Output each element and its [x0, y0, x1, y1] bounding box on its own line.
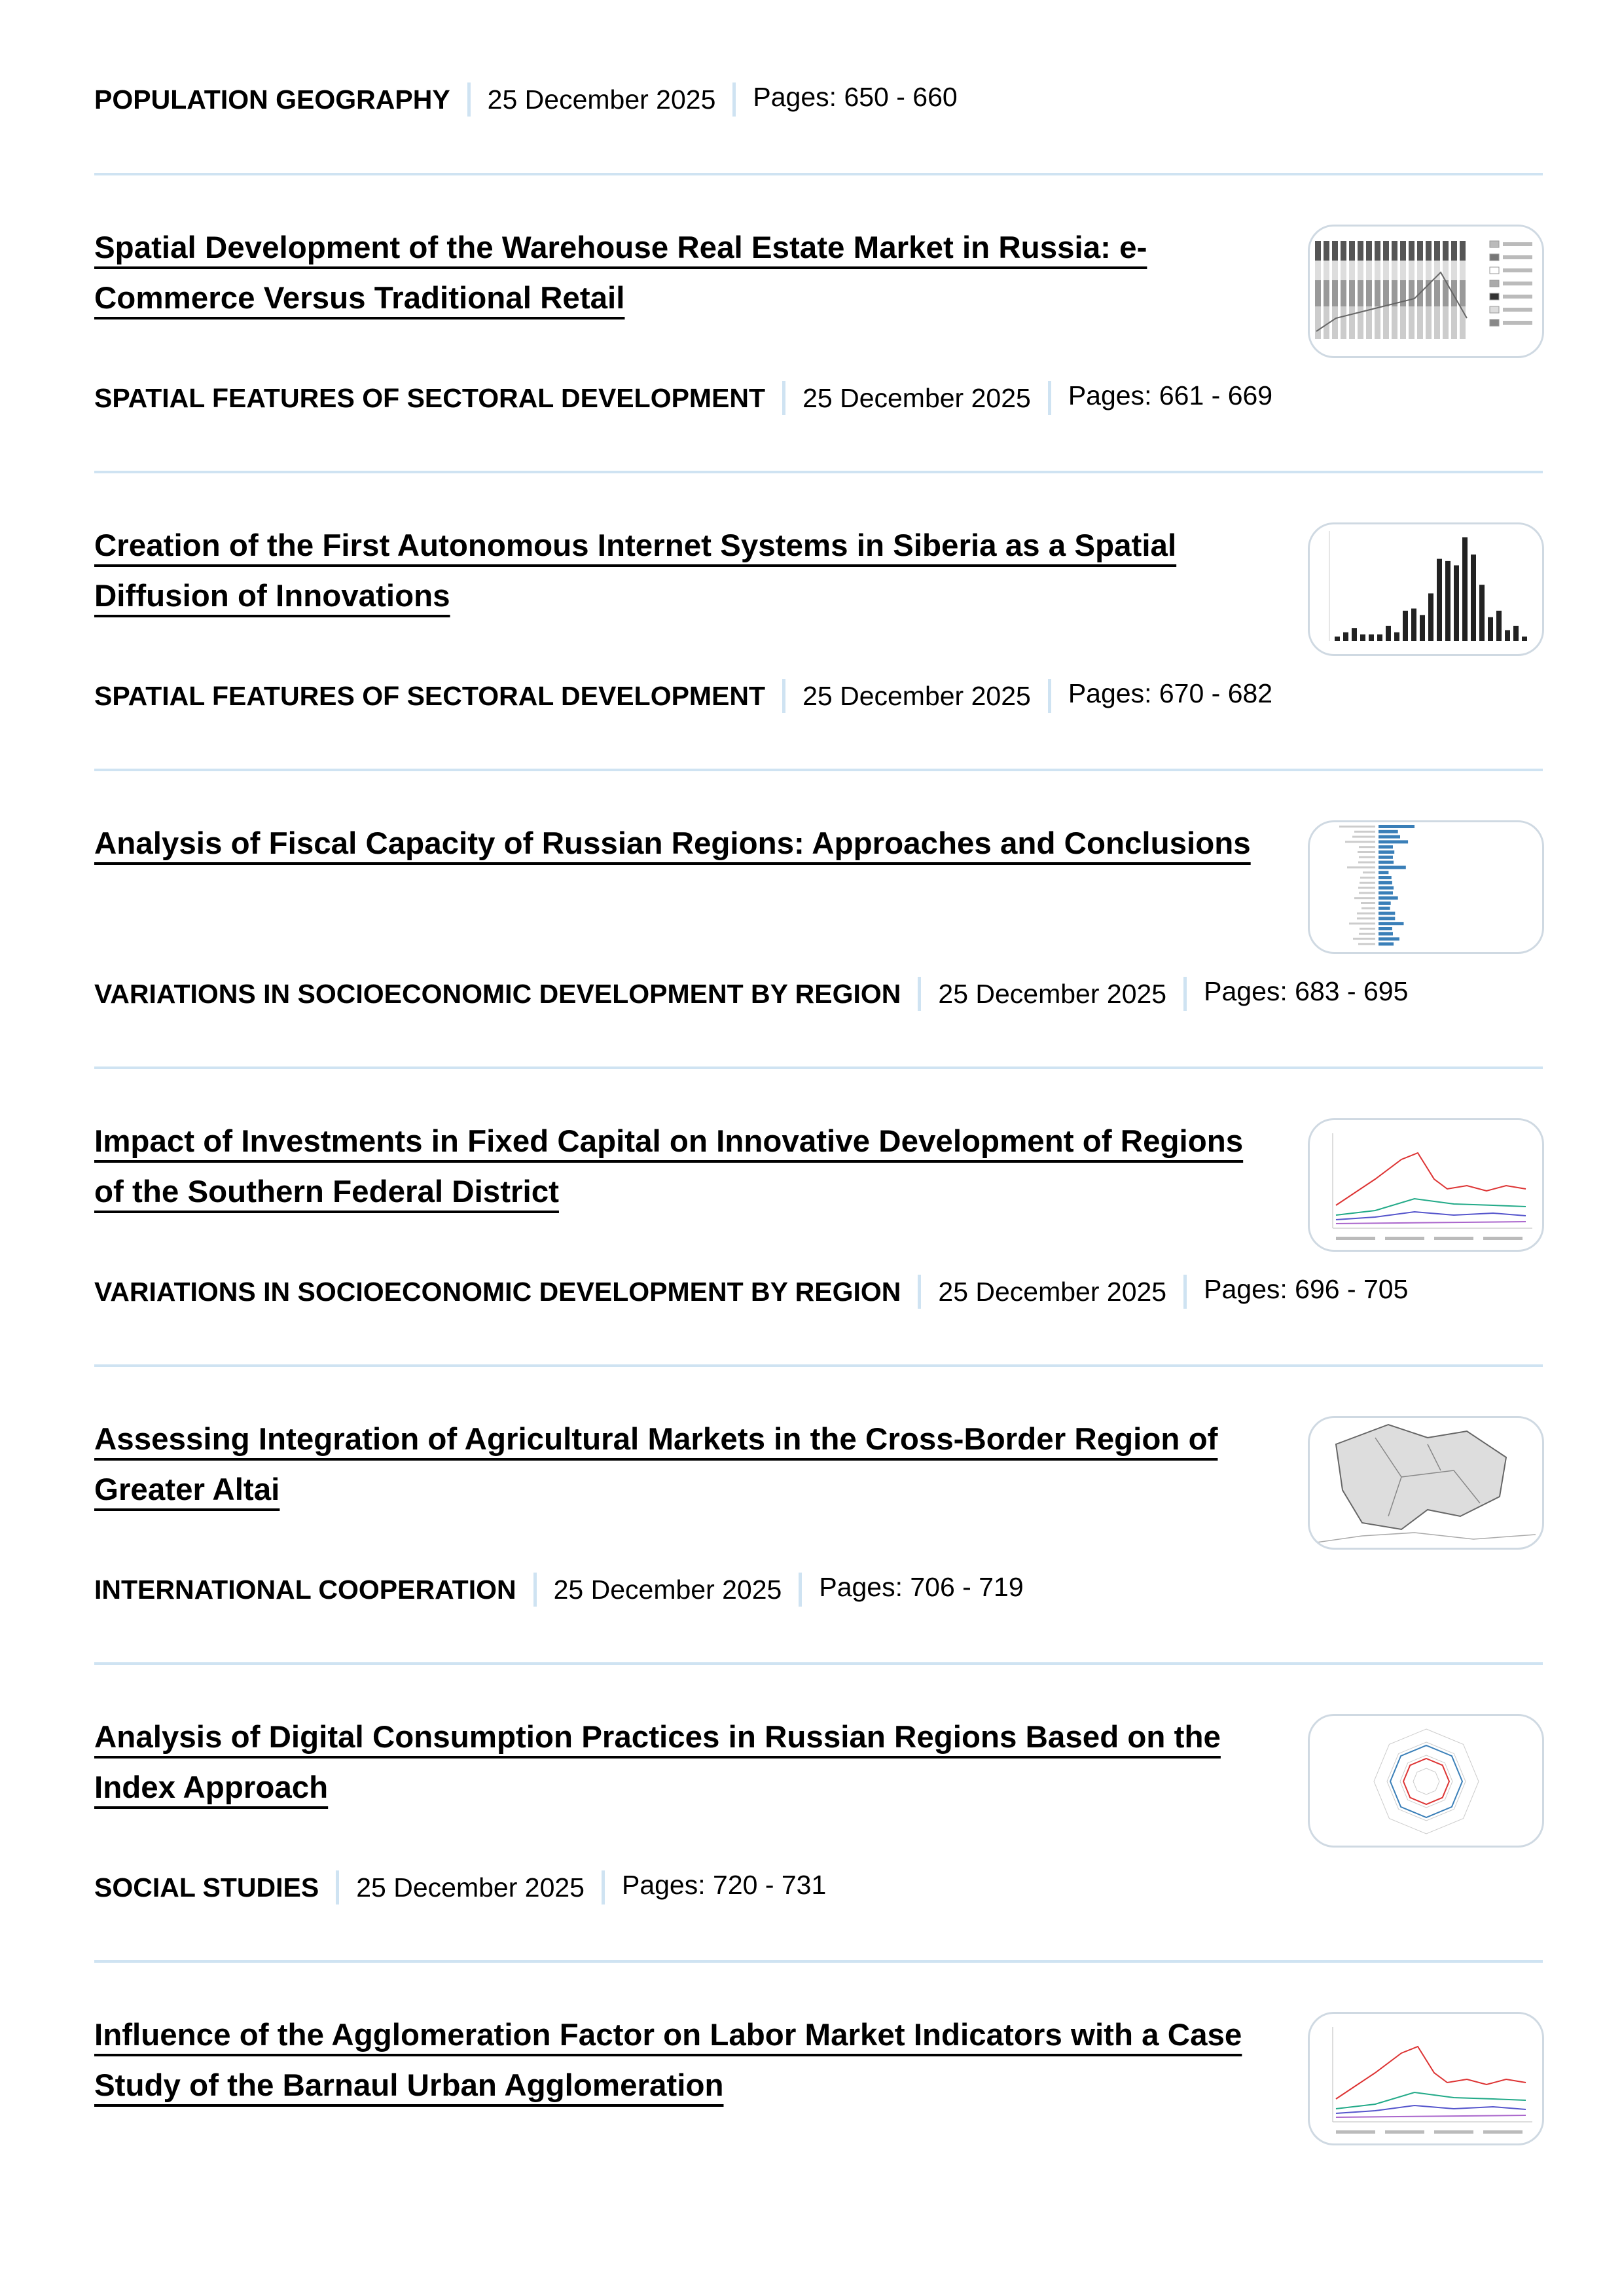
bar — [1379, 927, 1392, 930]
article-title — [94, 818, 1272, 869]
bar — [1379, 917, 1395, 920]
bar — [1522, 636, 1527, 641]
article-pages: Pages: 661 - 669 — [1068, 380, 1273, 410]
bar — [1379, 845, 1393, 848]
article-title — [94, 520, 1272, 621]
bar — [1400, 241, 1406, 261]
bar — [1451, 261, 1457, 280]
row-label — [1345, 841, 1375, 843]
separator — [732, 82, 736, 117]
bar — [1315, 241, 1321, 261]
bar — [1426, 241, 1432, 261]
article-meta — [94, 1272, 1408, 1311]
separator — [467, 82, 471, 117]
bar — [1403, 611, 1408, 641]
bar — [1335, 636, 1340, 641]
series-line — [1336, 2105, 1526, 2113]
bar — [1451, 241, 1457, 261]
article-meta — [94, 80, 958, 119]
bar — [1411, 609, 1416, 642]
separator — [782, 679, 785, 713]
bar — [1349, 241, 1355, 261]
article-title — [94, 2010, 1272, 2111]
legend-text — [1336, 2130, 1375, 2134]
bar — [1332, 261, 1338, 280]
series-line — [1336, 1222, 1526, 1224]
bar — [1324, 280, 1329, 306]
bar — [1332, 280, 1338, 306]
bar — [1352, 628, 1357, 641]
bar — [1379, 830, 1398, 833]
bar — [1358, 241, 1363, 261]
bar — [1341, 306, 1346, 339]
legend-text — [1503, 268, 1532, 272]
article-section[interactable]: SPATIAL FEATURES OF SECTORAL DEVELOPMENT — [94, 680, 766, 711]
radar-chart-thumbnail[interactable] — [1308, 1714, 1544, 1848]
article-pages: Pages: 696 - 705 — [1204, 1273, 1409, 1304]
bar — [1379, 861, 1394, 864]
row-label — [1353, 938, 1375, 940]
bar — [1379, 891, 1393, 894]
bar — [1400, 261, 1406, 280]
bar — [1392, 241, 1397, 261]
bar — [1445, 561, 1451, 641]
bar — [1341, 261, 1346, 280]
separator — [1048, 381, 1051, 415]
bar — [1379, 938, 1399, 941]
map-thumbnail[interactable] — [1308, 1416, 1544, 1550]
bar — [1379, 922, 1404, 925]
article-pages: Pages: 706 - 719 — [819, 1571, 1024, 1602]
bar — [1417, 241, 1423, 261]
bar — [1358, 280, 1363, 306]
bar — [1379, 902, 1391, 905]
row-label — [1352, 836, 1375, 838]
grid-ring — [1400, 1755, 1452, 1808]
bar — [1409, 280, 1415, 306]
row-label — [1357, 913, 1375, 915]
row-label — [1347, 866, 1375, 868]
separator — [1048, 679, 1051, 713]
row-label — [1360, 877, 1375, 879]
row-label — [1360, 928, 1375, 930]
row-label — [1349, 922, 1375, 924]
article-meta — [94, 974, 1408, 1013]
row-label — [1339, 826, 1375, 828]
legend-text — [1503, 282, 1532, 285]
article-title-link[interactable]: Assessing Integration of Agricultural Markets in the Cross-Border Region of Greater Altai — [94, 1422, 1218, 1507]
article-item — [94, 473, 1543, 769]
article-item — [94, 1963, 1543, 2258]
bar — [1366, 241, 1372, 261]
bar — [1379, 876, 1392, 879]
bar-chart-thumbnail[interactable] — [1308, 522, 1544, 656]
row-label — [1358, 851, 1375, 853]
bar — [1379, 835, 1400, 839]
previous-article-footer — [94, 0, 1543, 173]
row-label — [1354, 831, 1375, 833]
legend-swatch — [1490, 293, 1499, 300]
bar — [1332, 306, 1338, 339]
bar — [1379, 896, 1398, 900]
article-title — [94, 223, 1272, 323]
bar — [1443, 306, 1449, 339]
bar — [1315, 261, 1321, 280]
bar — [1379, 840, 1408, 843]
series-line — [1336, 2115, 1526, 2117]
legend-text — [1483, 2130, 1523, 2134]
bar — [1434, 241, 1440, 261]
bar — [1379, 912, 1395, 915]
bar — [1437, 559, 1442, 641]
row-label — [1359, 856, 1375, 858]
article-date: 25 December 2025 — [938, 1276, 1167, 1307]
row-label — [1358, 887, 1375, 889]
bar — [1434, 280, 1440, 306]
bar — [1443, 241, 1449, 261]
article-pages: Pages: 670 - 682 — [1068, 678, 1273, 708]
article-title — [94, 1116, 1272, 1217]
series-line — [1336, 2047, 1526, 2099]
article-meta — [94, 378, 1272, 418]
legend-swatch — [1490, 280, 1499, 287]
bar — [1379, 907, 1390, 910]
article-pages: Pages: 720 - 731 — [621, 1869, 827, 1900]
row-label — [1357, 917, 1375, 919]
article-title-link[interactable]: Impact of Investments in Fixed Capital on Innovative Development of Regions of the Southern Federal District — [94, 1124, 1244, 1209]
bar — [1332, 241, 1338, 261]
article-title-link[interactable]: Influence of the Agglomeration Factor on Labor Market Indicators with a Case Study of the Barnaul Urban Agglomeration — [94, 2018, 1242, 2103]
bar — [1369, 634, 1374, 641]
bar — [1392, 261, 1397, 280]
row-label — [1361, 907, 1375, 909]
series-polygon — [1403, 1758, 1449, 1804]
bar — [1460, 261, 1466, 280]
bar — [1379, 825, 1415, 828]
grid-ring — [1387, 1742, 1466, 1821]
article-title — [94, 1712, 1272, 1813]
row-label — [1359, 933, 1375, 935]
bar — [1383, 280, 1389, 306]
row-label — [1358, 943, 1375, 945]
bar — [1379, 850, 1394, 854]
legend-text — [1385, 1237, 1424, 1240]
article-meta — [94, 1868, 826, 1907]
legend-text — [1385, 2130, 1424, 2134]
bar — [1488, 617, 1493, 641]
article-section: POPULATION GEOGRAPHY — [94, 84, 450, 115]
bar — [1379, 881, 1392, 884]
legend-text — [1434, 2130, 1473, 2134]
row-label — [1361, 902, 1375, 904]
bar — [1366, 261, 1372, 280]
article-title-link[interactable]: Analysis of Digital Consumption Practices in Russian Regions Based on the Index Approach — [94, 1720, 1221, 1805]
separator — [533, 1573, 537, 1607]
article-meta — [94, 676, 1272, 716]
bar — [1375, 241, 1380, 261]
bar — [1358, 261, 1363, 280]
bar — [1513, 626, 1519, 641]
row-label — [1359, 892, 1375, 894]
separator — [336, 1870, 339, 1904]
bar — [1409, 241, 1415, 261]
article-date: 25 December 2025 — [802, 382, 1031, 413]
separator — [918, 977, 921, 1011]
bar — [1394, 632, 1399, 641]
separator — [602, 1870, 605, 1904]
legend-swatch — [1490, 254, 1499, 261]
bar — [1379, 886, 1394, 890]
article-section[interactable]: SOCIAL STUDIES — [94, 1872, 319, 1903]
legend-text — [1483, 1237, 1523, 1240]
bar — [1379, 871, 1388, 874]
bar — [1460, 241, 1466, 261]
legend-swatch — [1490, 267, 1499, 274]
bar — [1451, 306, 1457, 339]
separator — [799, 1573, 802, 1607]
article-item — [94, 1665, 1543, 1960]
legend-text — [1503, 321, 1532, 325]
article-date: 25 December 2025 — [356, 1872, 585, 1903]
article-title — [94, 1414, 1272, 1515]
bar — [1377, 634, 1382, 641]
article-section[interactable]: INTERNATIONAL COOPERATION — [94, 1574, 516, 1605]
bar — [1379, 942, 1394, 945]
bar — [1324, 261, 1329, 280]
bar — [1366, 306, 1372, 339]
series-line — [1336, 1212, 1526, 1220]
article-section[interactable]: VARIATIONS IN SOCIOECONOMIC DEVELOPMENT BY REGION — [94, 978, 901, 1009]
legend-swatch — [1490, 319, 1499, 326]
article-pages: Pages: 683 - 695 — [1204, 975, 1409, 1006]
bar — [1400, 306, 1406, 339]
bar — [1386, 626, 1391, 641]
bar — [1479, 585, 1485, 641]
article-item — [94, 175, 1543, 471]
separator — [918, 1275, 921, 1309]
legend-text — [1336, 1237, 1375, 1240]
bar — [1383, 306, 1389, 339]
article-list — [94, 0, 1543, 2258]
article-title-link[interactable]: Spatial Development of the Warehouse Real Estate Market in Russia: e-Commerce Versus Traditional Retail — [94, 230, 1147, 316]
separator — [1183, 977, 1187, 1011]
bar — [1375, 261, 1380, 280]
article-item — [94, 1367, 1543, 1662]
bar — [1315, 280, 1321, 306]
bar — [1349, 261, 1355, 280]
legend-text — [1503, 255, 1532, 259]
bar — [1379, 866, 1406, 869]
bar — [1505, 630, 1510, 642]
article-date: 25 December 2025 — [553, 1574, 782, 1605]
region-shape — [1336, 1425, 1506, 1529]
bar — [1324, 241, 1329, 261]
article-pages: Pages: 650 - 660 — [753, 81, 958, 112]
bar — [1315, 306, 1321, 339]
legend-text — [1434, 1237, 1473, 1240]
bar — [1417, 306, 1423, 339]
row-label — [1354, 897, 1375, 899]
grid-ring — [1413, 1768, 1439, 1795]
bar — [1471, 555, 1476, 641]
bar — [1341, 241, 1346, 261]
bar — [1426, 261, 1432, 280]
legend-text — [1503, 295, 1532, 299]
bar — [1392, 306, 1397, 339]
bar — [1417, 261, 1423, 280]
article-item — [94, 771, 1543, 1066]
legend-swatch — [1490, 306, 1499, 313]
article-section[interactable]: VARIATIONS IN SOCIOECONOMIC DEVELOPMENT BY REGION — [94, 1276, 901, 1307]
bar — [1409, 306, 1415, 339]
row-label — [1359, 846, 1375, 848]
horizontal-bar-chart-thumbnail[interactable] — [1308, 820, 1544, 954]
bar — [1349, 280, 1355, 306]
article-date: 25 December 2025 — [487, 84, 716, 115]
line-chart-thumbnail[interactable] — [1308, 1118, 1544, 1252]
article-title-link[interactable]: Creation of the First Autonomous Internet Systems in Siberia as a Spatial Diffusion of Innovations — [94, 528, 1177, 613]
bar — [1379, 932, 1393, 936]
bar — [1420, 615, 1425, 641]
article-date: 25 December 2025 — [802, 680, 1031, 711]
bar — [1383, 241, 1389, 261]
bar — [1434, 306, 1440, 339]
line-chart-thumbnail[interactable] — [1308, 2012, 1544, 2145]
separator — [1183, 1275, 1187, 1309]
bar — [1343, 632, 1348, 641]
bar — [1496, 611, 1502, 641]
bar — [1349, 306, 1355, 339]
row-label — [1363, 871, 1375, 873]
legend-text — [1503, 242, 1532, 246]
bar — [1383, 261, 1389, 280]
stacked-bar-chart-thumbnail[interactable] — [1308, 225, 1544, 358]
series-line — [1336, 1153, 1526, 1205]
bar — [1426, 306, 1432, 339]
bar — [1409, 261, 1415, 280]
bar — [1460, 280, 1466, 306]
legend-swatch — [1490, 241, 1499, 247]
article-date: 25 December 2025 — [938, 978, 1167, 1009]
legend-text — [1503, 308, 1532, 312]
bar — [1379, 856, 1393, 859]
bar — [1428, 593, 1433, 641]
row-label — [1360, 882, 1375, 884]
bar — [1366, 280, 1372, 306]
article-item — [94, 1069, 1543, 1364]
article-section[interactable]: SPATIAL FEATURES OF SECTORAL DEVELOPMENT — [94, 382, 766, 413]
article-meta — [94, 1570, 1024, 1609]
bar — [1375, 280, 1380, 306]
separator — [782, 381, 785, 415]
bar — [1341, 280, 1346, 306]
bar — [1462, 538, 1468, 641]
bar — [1360, 634, 1365, 641]
article-title-link[interactable]: Analysis of Fiscal Capacity of Russian Regions: Approaches and Conclusions — [94, 826, 1251, 861]
bar — [1375, 306, 1380, 339]
row-label — [1358, 862, 1375, 864]
bar — [1454, 566, 1459, 642]
river-line — [1316, 1533, 1536, 1542]
series-polygon — [1390, 1745, 1462, 1817]
